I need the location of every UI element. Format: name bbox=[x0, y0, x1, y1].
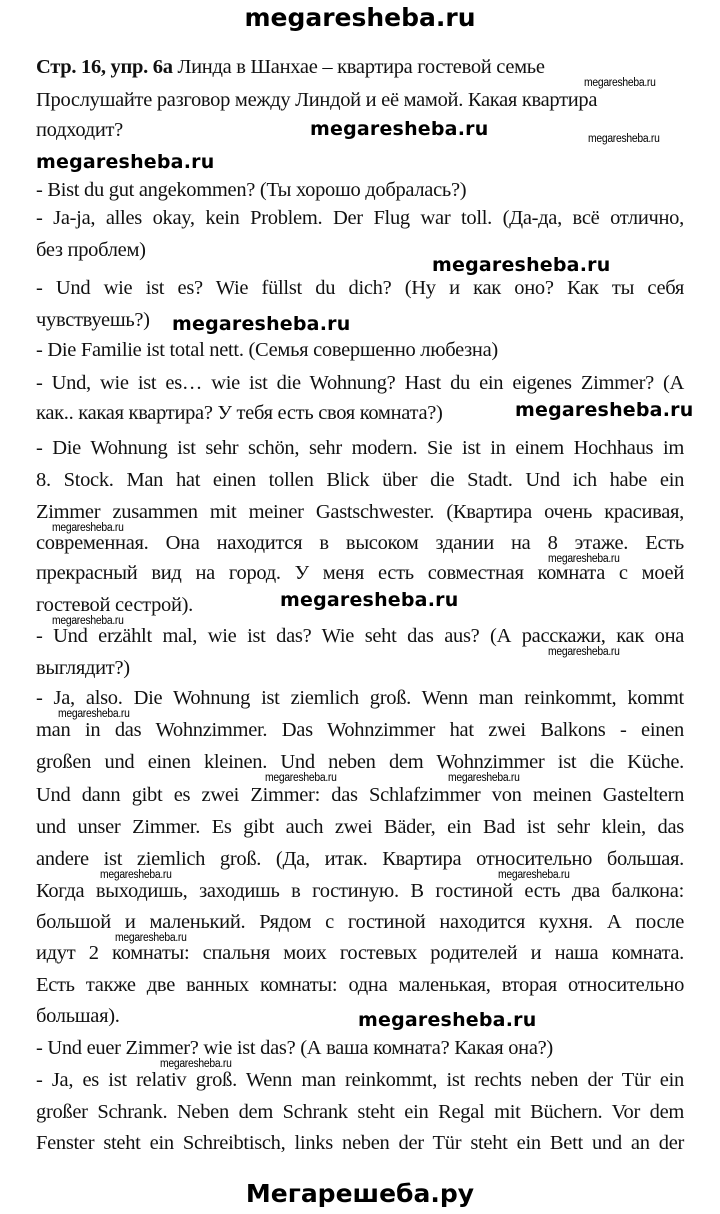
footer-watermark: Мегарешеба.ру bbox=[245, 1179, 475, 1208]
text-line: большой и маленький. Рядом с гостиной находится кухня. А после bbox=[36, 910, 685, 933]
text-line: - Die Wohnung ist sehr schön, sehr modern. Sie ist in einem Hochhaus im bbox=[36, 436, 685, 459]
text-line: Есть также две ванных комнаты: одна маленькая, вторая относительно bbox=[36, 973, 685, 996]
text-line: выглядит?) bbox=[36, 656, 130, 679]
watermark: megaresheba.ru bbox=[310, 118, 489, 140]
watermark: megaresheba.ru bbox=[115, 931, 187, 944]
watermark: megaresheba.ru bbox=[58, 708, 130, 720]
text-line: - Ja, es ist relativ groß. Wenn man reinkommt, ist rechts neben der Tür ein bbox=[36, 1068, 684, 1091]
text-line: man in das Wohnzimmer. Das Wohnzimmer hat zwei Balkons - einen bbox=[36, 718, 684, 741]
text-line: großen und einen kleinen. Und neben dem Wohnzimmer ist die Küche. bbox=[36, 750, 684, 773]
text-line: большая). bbox=[36, 1004, 120, 1027]
exercise-title bbox=[36, 57, 684, 78]
exercise-reference: Стр. 16, упр. 6а bbox=[36, 55, 173, 78]
text-line: Und dann gibt es zwei Zimmer: das Schlafzimmer von meinen Gasteltern bbox=[36, 783, 685, 806]
watermark: megaresheba.ru bbox=[52, 521, 124, 534]
text-line: Когда выходишь, заходишь в гостиную. В гостиной есть два балкона: bbox=[36, 879, 684, 902]
text-line: - Und wie ist es? Wie füllst du dich? (Ну и как оно? Как ты себя bbox=[36, 276, 685, 299]
text-line: как.. какая квартира? У тебя есть своя комната?) bbox=[36, 401, 443, 424]
text-line: und unser Zimmer. Es gibt auch zwei Bäder, ein Bad ist sehr klein, das bbox=[36, 815, 684, 838]
watermark: megaresheba.ru bbox=[588, 133, 660, 145]
watermark: megaresheba.ru bbox=[358, 1009, 537, 1031]
watermark: megaresheba.ru bbox=[498, 869, 570, 881]
text-line: прекрасный вид на город. У меня есть совместная комната с моей bbox=[36, 561, 685, 584]
text-line: 8. Stock. Man hat einen tollen Blick über die Stadt. Und ich habe ein bbox=[36, 468, 685, 491]
text-line: - Ja, also. Die Wohnung ist ziemlich groß. Wenn man reinkommt, kommt bbox=[36, 686, 684, 709]
text-line: Fenster steht ein Schreibtisch, links neben der Tür steht ein Bett und an der bbox=[36, 1131, 685, 1154]
text-line: идут 2 комнаты: спальня моих гостевых родителей и наша комната. bbox=[36, 941, 684, 964]
text-line: - Ja-ja, alles okay, kein Problem. Der Flug war toll. (Да-да, всё отлично, bbox=[36, 206, 684, 229]
header-watermark: megaresheba.ru bbox=[244, 3, 476, 32]
text-line: - Und euer Zimmer? wie ist das? (А ваша комната? Какая она?) bbox=[36, 1036, 553, 1059]
text-line: - Und erzählt mal, wie ist das? Wie seht das aus? (А расскажи, как она bbox=[36, 624, 685, 647]
text-line: - Und, wie ist es… wie ist die Wohnung? Hast du ein eigenes Zimmer? (А bbox=[36, 371, 685, 394]
text-line: гостевой сестрой). bbox=[36, 593, 193, 616]
watermark: megaresheba.ru bbox=[172, 313, 351, 335]
watermark: megaresheba.ru bbox=[160, 1058, 232, 1070]
text-line: - Bist du gut angekommen? (Ты хорошо добралась?) bbox=[36, 178, 467, 201]
watermark: megaresheba.ru bbox=[548, 552, 620, 565]
text-line: Zimmer zusammen mit meiner Gastschwester. (Квартира очень красивая, bbox=[36, 500, 685, 523]
text-line: без проблем) bbox=[36, 238, 146, 261]
text-line: чувствуешь?) bbox=[36, 308, 150, 331]
watermark: megaresheba.ru bbox=[548, 646, 620, 658]
text-line: Прослушайте разговор между Линдой и её мамой. Какая квартира bbox=[36, 88, 598, 111]
exercise-title-text: Линда в Шанхае – квартира гостевой семье bbox=[172, 55, 545, 78]
watermark: megaresheba.ru bbox=[515, 399, 694, 421]
watermark: megaresheba.ru bbox=[36, 151, 215, 173]
text-line: современная. Она находится в высоком здании на 8 этаже. Есть bbox=[36, 531, 684, 554]
text-line: großer Schrank. Neben dem Schrank steht ein Regal mit Büchern. Vor dem bbox=[36, 1100, 685, 1123]
watermark: megaresheba.ru bbox=[448, 772, 520, 784]
watermark: megaresheba.ru bbox=[584, 77, 656, 89]
watermark: megaresheba.ru bbox=[280, 589, 459, 611]
text-line: andere ist ziemlich groß. (Да, итак. Квартира относительно большая. bbox=[36, 847, 684, 870]
watermark: megaresheba.ru bbox=[100, 869, 172, 881]
text-line: - Die Familie ist total nett. (Семья совершенно любезна) bbox=[36, 338, 498, 361]
watermark: megaresheba.ru bbox=[432, 254, 611, 276]
watermark: megaresheba.ru bbox=[52, 614, 124, 627]
text-line: подходит? bbox=[36, 118, 123, 141]
watermark: megaresheba.ru bbox=[265, 772, 337, 784]
